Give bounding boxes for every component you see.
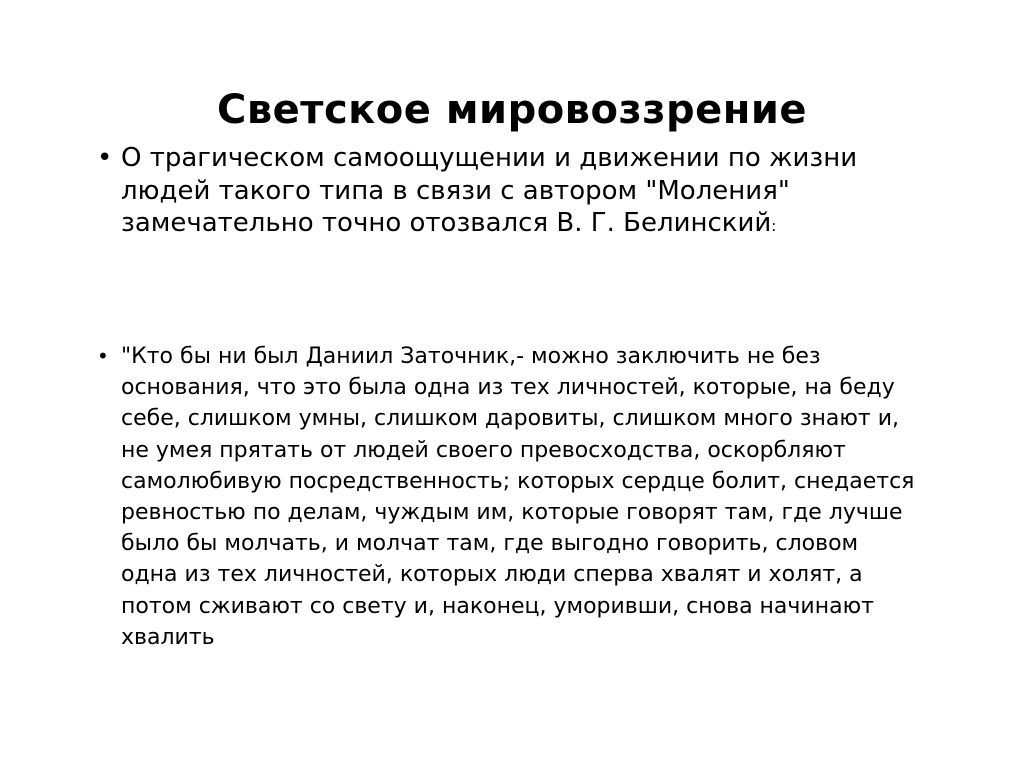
text-line-content: замечательно точно отозвался В. Г. Белинский (121, 208, 772, 238)
text-line: ревностью по делам, чуждым им, которые говорят там, где лучше (121, 500, 903, 526)
text-line: основания, что это была одна из тех личностей, которые, на беду (121, 375, 895, 401)
text-line: "Кто бы ни был Даниил Заточник,- можно заключить не без (121, 344, 821, 369)
slide-title: Светское мировоззрение (216, 87, 808, 133)
bullet-item-belinsky-intro (97, 142, 957, 243)
text-line: хвалить (121, 624, 215, 650)
text-line: себе, слишком умны, слишком даровиты, слишком много знают и, (121, 406, 900, 432)
bullet-text (121, 142, 957, 243)
text-line: самолюбивую посредственность; которых сердце болит, снедается (121, 468, 915, 494)
bullet-dot-icon: • (97, 143, 113, 173)
text-line (121, 207, 957, 243)
text-line: людей такого типа в связи с автором "Моления" (121, 175, 790, 206)
bullet-dot-icon: • (97, 344, 109, 368)
bullet-item-quote (97, 341, 957, 653)
text-line: не умея прятать от людей своего превосходства, оскорбляют (121, 437, 846, 463)
trailing-colon: : (771, 217, 777, 235)
text-line: потом сживают со свету и, наконец, уморивши, снова начинают (121, 593, 874, 619)
text-line: было бы молчать, и молчат там, где выгодно говорить, словом (121, 531, 859, 557)
quote-text (121, 341, 957, 653)
text-line: О трагическом самоощущении и движении по жизни (121, 143, 858, 173)
text-line: одна из тех личностей, которых люди сперва хвалят и холят, а (121, 562, 863, 588)
